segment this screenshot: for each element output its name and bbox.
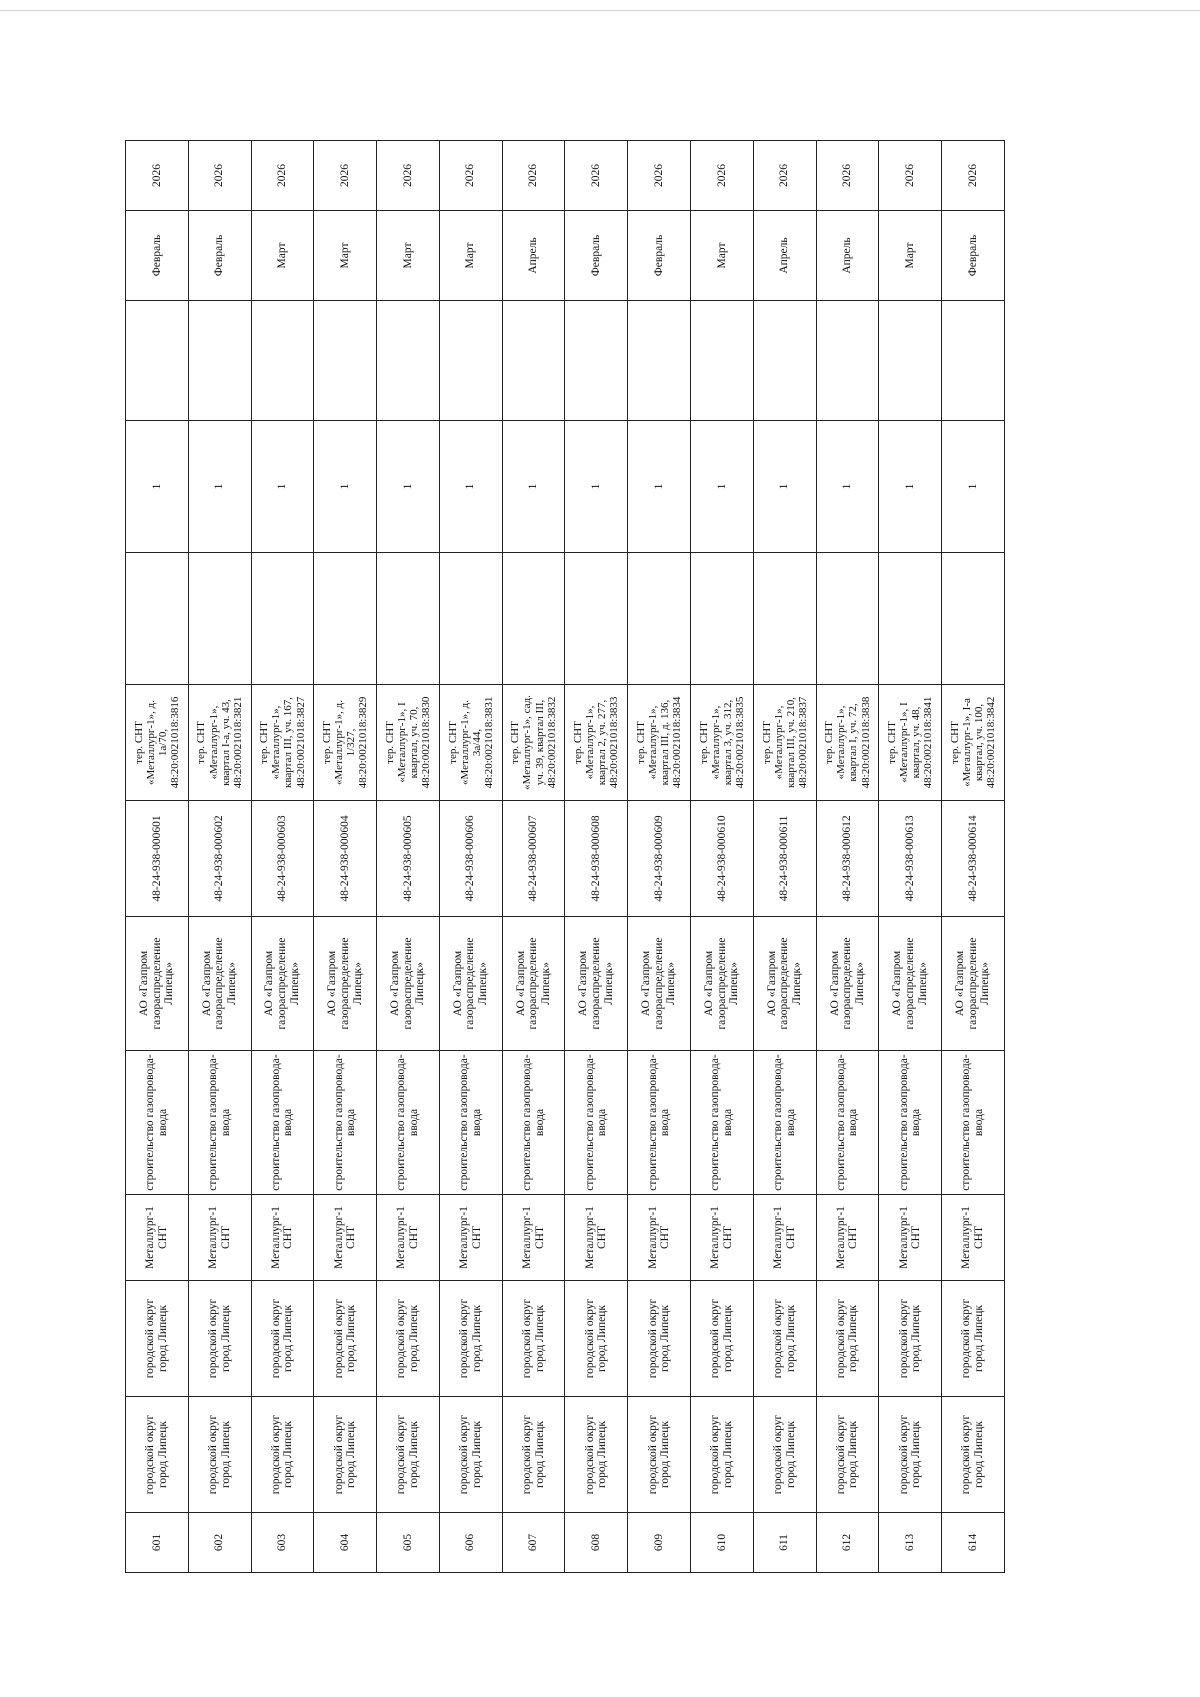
- empty-cell: [565, 301, 628, 421]
- row-number: 601: [126, 1513, 189, 1573]
- work-type-cell: строительство газопровода-ввода: [188, 1051, 251, 1195]
- object-code-cell: 48-24-938-000614: [942, 801, 1005, 917]
- month-cell: Февраль: [188, 211, 251, 301]
- table-row: [188, 141, 251, 1573]
- table-row: [565, 141, 628, 1573]
- quantity-cell: 1: [251, 421, 314, 553]
- address-cell: тер. СНТ «Металлург-1», квартал III, уч. 210, 48:20:0021018:3837: [753, 685, 816, 801]
- year-cell: 2026: [753, 141, 816, 211]
- month-cell: Февраль: [628, 211, 691, 301]
- month-cell: Март: [377, 211, 440, 301]
- locality-cell: Металлург-1 СНТ: [439, 1195, 502, 1281]
- year-cell: 2026: [126, 141, 189, 211]
- object-code-cell: 48-24-938-000608: [565, 801, 628, 917]
- work-type-cell: строительство газопровода-ввода: [251, 1051, 314, 1195]
- empty-cell: [753, 553, 816, 685]
- empty-cell: [691, 553, 754, 685]
- row-number: 611: [753, 1513, 816, 1573]
- object-code-cell: 48-24-938-000607: [502, 801, 565, 917]
- work-type-cell: строительство газопровода-ввода: [439, 1051, 502, 1195]
- locality-cell: Металлург-1 СНТ: [188, 1195, 251, 1281]
- settlement-cell: городской округ город Липецк: [502, 1281, 565, 1397]
- settlement-cell: городской округ город Липецк: [753, 1281, 816, 1397]
- table-row: [251, 141, 314, 1573]
- empty-cell: [188, 553, 251, 685]
- district-cell: городской округ город Липецк: [377, 1397, 440, 1513]
- organization-cell: АО «Газпром газораспределение Липецк»: [314, 917, 377, 1051]
- row-number: 605: [377, 1513, 440, 1573]
- quantity-cell: 1: [565, 421, 628, 553]
- rotated-table-container: [125, 141, 1005, 1573]
- settlement-cell: городской округ город Липецк: [439, 1281, 502, 1397]
- empty-cell: [377, 301, 440, 421]
- settlement-cell: городской округ город Липецк: [628, 1281, 691, 1397]
- empty-cell: [439, 553, 502, 685]
- object-code-cell: 48-24-938-000604: [314, 801, 377, 917]
- year-cell: 2026: [816, 141, 879, 211]
- settlement-cell: городской округ город Липецк: [565, 1281, 628, 1397]
- work-type-cell: строительство газопровода-ввода: [628, 1051, 691, 1195]
- empty-cell: [502, 301, 565, 421]
- empty-cell: [377, 553, 440, 685]
- district-cell: городской округ город Липецк: [691, 1397, 754, 1513]
- district-cell: городской округ город Липецк: [879, 1397, 942, 1513]
- month-cell: Февраль: [942, 211, 1005, 301]
- locality-cell: Металлург-1 СНТ: [565, 1195, 628, 1281]
- object-code-cell: 48-24-938-000606: [439, 801, 502, 917]
- table-row: [314, 141, 377, 1573]
- quantity-cell: 1: [691, 421, 754, 553]
- district-cell: городской округ город Липецк: [628, 1397, 691, 1513]
- month-cell: Март: [314, 211, 377, 301]
- table-row: [879, 141, 942, 1573]
- object-code-cell: 48-24-938-000612: [816, 801, 879, 917]
- month-cell: Апрель: [753, 211, 816, 301]
- empty-cell: [188, 301, 251, 421]
- district-cell: городской округ город Липецк: [816, 1397, 879, 1513]
- object-code-cell: 48-24-938-000613: [879, 801, 942, 917]
- quantity-cell: 1: [628, 421, 691, 553]
- address-cell: тер. СНТ «Металлург-1», д. 1а/70, 48:20:0021018:3816: [126, 685, 189, 801]
- district-cell: городской округ город Липецк: [502, 1397, 565, 1513]
- table-row: [753, 141, 816, 1573]
- empty-cell: [439, 301, 502, 421]
- object-code-cell: 48-24-938-000611: [753, 801, 816, 917]
- work-type-cell: строительство газопровода-ввода: [126, 1051, 189, 1195]
- table-row: [816, 141, 879, 1573]
- table-row: [628, 141, 691, 1573]
- empty-cell: [502, 553, 565, 685]
- empty-cell: [753, 301, 816, 421]
- organization-cell: АО «Газпром газораспределение Липецк»: [691, 917, 754, 1051]
- month-cell: Апрель: [502, 211, 565, 301]
- empty-cell: [628, 301, 691, 421]
- empty-cell: [816, 301, 879, 421]
- district-cell: городской округ город Липецк: [439, 1397, 502, 1513]
- organization-cell: АО «Газпром газораспределение Липецк»: [879, 917, 942, 1051]
- empty-cell: [691, 301, 754, 421]
- empty-cell: [628, 553, 691, 685]
- address-cell: тер. СНТ «Металлург-1», квартал III, д. 136, 48:20:0021018:3834: [628, 685, 691, 801]
- table-row: [502, 141, 565, 1573]
- empty-cell: [879, 301, 942, 421]
- row-number: 609: [628, 1513, 691, 1573]
- table-row: [126, 141, 189, 1573]
- address-cell: тер. СНТ «Металлург-1», квартал I, уч. 72, 48:20:0021018:3838: [816, 685, 879, 801]
- empty-cell: [942, 301, 1005, 421]
- month-cell: Март: [251, 211, 314, 301]
- quantity-cell: 1: [502, 421, 565, 553]
- work-type-cell: строительство газопровода-ввода: [879, 1051, 942, 1195]
- address-cell: тер. СНТ «Металлург-1», квартал I-а, уч. 43, 48:20:0021018:3821: [188, 685, 251, 801]
- settlement-cell: городской округ город Липецк: [816, 1281, 879, 1397]
- quantity-cell: 1: [879, 421, 942, 553]
- settlement-cell: городской округ город Липецк: [251, 1281, 314, 1397]
- row-number: 604: [314, 1513, 377, 1573]
- organization-cell: АО «Газпром газораспределение Липецк»: [439, 917, 502, 1051]
- row-number: 614: [942, 1513, 1005, 1573]
- locality-cell: Металлург-1 СНТ: [691, 1195, 754, 1281]
- address-cell: тер. СНТ «Металлург-1», квартал 2, уч. 277, 48:20:0021018:3833: [565, 685, 628, 801]
- locality-cell: Металлург-1 СНТ: [879, 1195, 942, 1281]
- organization-cell: АО «Газпром газораспределение Липецк»: [377, 917, 440, 1051]
- quantity-cell: 1: [753, 421, 816, 553]
- year-cell: 2026: [251, 141, 314, 211]
- organization-cell: АО «Газпром газораспределение Липецк»: [942, 917, 1005, 1051]
- empty-cell: [879, 553, 942, 685]
- settlement-cell: городской округ город Липецк: [314, 1281, 377, 1397]
- quantity-cell: 1: [377, 421, 440, 553]
- object-code-cell: 48-24-938-000605: [377, 801, 440, 917]
- scan-top-edge: [0, 10, 1200, 11]
- object-code-cell: 48-24-938-000610: [691, 801, 754, 917]
- district-cell: городской округ город Липецк: [251, 1397, 314, 1513]
- quantity-cell: 1: [188, 421, 251, 553]
- settlement-cell: городской округ город Липецк: [377, 1281, 440, 1397]
- year-cell: 2026: [439, 141, 502, 211]
- row-number: 606: [439, 1513, 502, 1573]
- empty-cell: [942, 553, 1005, 685]
- object-code-cell: 48-24-938-000603: [251, 801, 314, 917]
- month-cell: Февраль: [565, 211, 628, 301]
- work-type-cell: строительство газопровода-ввода: [314, 1051, 377, 1195]
- table-row: [691, 141, 754, 1573]
- year-cell: 2026: [188, 141, 251, 211]
- empty-cell: [565, 553, 628, 685]
- work-type-cell: строительство газопровода-ввода: [502, 1051, 565, 1195]
- district-cell: городской округ город Липецк: [942, 1397, 1005, 1513]
- locality-cell: Металлург-1 СНТ: [942, 1195, 1005, 1281]
- year-cell: 2026: [879, 141, 942, 211]
- empty-cell: [251, 553, 314, 685]
- table-body: [126, 141, 1005, 1573]
- work-type-cell: строительство газопровода-ввода: [565, 1051, 628, 1195]
- empty-cell: [126, 301, 189, 421]
- address-cell: тер. СНТ «Металлург-1», I квартал, уч. 70, 48:20:0021018:3830: [377, 685, 440, 801]
- organization-cell: АО «Газпром газораспределение Липецк»: [628, 917, 691, 1051]
- work-type-cell: строительство газопровода-ввода: [753, 1051, 816, 1195]
- row-number: 610: [691, 1513, 754, 1573]
- address-cell: тер. СНТ «Металлург-1», квартал 3, уч. 312, 48:20:0021018:3835: [691, 685, 754, 801]
- quantity-cell: 1: [126, 421, 189, 553]
- locality-cell: Металлург-1 СНТ: [628, 1195, 691, 1281]
- locality-cell: Металлург-1 СНТ: [314, 1195, 377, 1281]
- year-cell: 2026: [628, 141, 691, 211]
- quantity-cell: 1: [439, 421, 502, 553]
- object-code-cell: 48-24-938-000601: [126, 801, 189, 917]
- work-type-cell: строительство газопровода-ввода: [691, 1051, 754, 1195]
- district-cell: городской округ город Липецк: [126, 1397, 189, 1513]
- empty-cell: [314, 301, 377, 421]
- month-cell: Март: [691, 211, 754, 301]
- address-cell: тер. СНТ «Металлург-1», д. 1/327, 48:20:0021018:3829: [314, 685, 377, 801]
- locality-cell: Металлург-1 СНТ: [502, 1195, 565, 1281]
- year-cell: 2026: [314, 141, 377, 211]
- district-cell: городской округ город Липецк: [565, 1397, 628, 1513]
- settlement-cell: городской округ город Липецк: [691, 1281, 754, 1397]
- address-cell: тер. СНТ «Металлург-1», I квартал, уч. 48, 48:20:0021018:3841: [879, 685, 942, 801]
- table-row: [942, 141, 1005, 1573]
- month-cell: Март: [879, 211, 942, 301]
- year-cell: 2026: [502, 141, 565, 211]
- locality-cell: Металлург-1 СНТ: [126, 1195, 189, 1281]
- row-number: 612: [816, 1513, 879, 1573]
- quantity-cell: 1: [942, 421, 1005, 553]
- settlement-cell: городской округ город Липецк: [942, 1281, 1005, 1397]
- organization-cell: АО «Газпром газораспределение Липецк»: [188, 917, 251, 1051]
- month-cell: Февраль: [126, 211, 189, 301]
- object-code-cell: 48-24-938-000602: [188, 801, 251, 917]
- organization-cell: АО «Газпром газораспределение Липецк»: [502, 917, 565, 1051]
- address-cell: тер. СНТ «Металлург-1», сад. уч. 39, квартал III, 48:20:0021018:3832: [502, 685, 565, 801]
- year-cell: 2026: [565, 141, 628, 211]
- district-cell: городской округ город Липецк: [314, 1397, 377, 1513]
- row-number: 602: [188, 1513, 251, 1573]
- empty-cell: [314, 553, 377, 685]
- row-number: 607: [502, 1513, 565, 1573]
- district-cell: городской округ город Липецк: [753, 1397, 816, 1513]
- month-cell: Апрель: [816, 211, 879, 301]
- address-cell: тер. СНТ «Металлург-1», квартал III, уч. 167, 48:20:0021018:3827: [251, 685, 314, 801]
- work-type-cell: строительство газопровода-ввода: [377, 1051, 440, 1195]
- settlement-cell: городской округ город Липецк: [126, 1281, 189, 1397]
- work-type-cell: строительство газопровода-ввода: [942, 1051, 1005, 1195]
- empty-cell: [816, 553, 879, 685]
- year-cell: 2026: [377, 141, 440, 211]
- organization-cell: АО «Газпром газораспределение Липецк»: [816, 917, 879, 1051]
- row-number: 603: [251, 1513, 314, 1573]
- year-cell: 2026: [691, 141, 754, 211]
- quantity-cell: 1: [314, 421, 377, 553]
- address-cell: тер. СНТ «Металлург-1», д. 3а/44, 48:20:0021018:3831: [439, 685, 502, 801]
- address-cell: тер. СНТ «Металлург-1», I-а квартал, уч. 100, 48:20:0021018:3842: [942, 685, 1005, 801]
- district-cell: городской округ город Липецк: [188, 1397, 251, 1513]
- table-row: [377, 141, 440, 1573]
- object-code-cell: 48-24-938-000609: [628, 801, 691, 917]
- locality-cell: Металлург-1 СНТ: [816, 1195, 879, 1281]
- row-number: 613: [879, 1513, 942, 1573]
- settlement-cell: городской округ город Липецк: [879, 1281, 942, 1397]
- locality-cell: Металлург-1 СНТ: [753, 1195, 816, 1281]
- work-type-cell: строительство газопровода-ввода: [816, 1051, 879, 1195]
- organization-cell: АО «Газпром газораспределение Липецк»: [126, 917, 189, 1051]
- organization-cell: АО «Газпром газораспределение Липецк»: [565, 917, 628, 1051]
- table-row: [439, 141, 502, 1573]
- gas-connection-table: [125, 140, 1005, 1573]
- empty-cell: [251, 301, 314, 421]
- locality-cell: Металлург-1 СНТ: [377, 1195, 440, 1281]
- organization-cell: АО «Газпром газораспределение Липецк»: [251, 917, 314, 1051]
- empty-cell: [126, 553, 189, 685]
- organization-cell: АО «Газпром газораспределение Липецк»: [753, 917, 816, 1051]
- settlement-cell: городской округ город Липецк: [188, 1281, 251, 1397]
- row-number: 608: [565, 1513, 628, 1573]
- year-cell: 2026: [942, 141, 1005, 211]
- locality-cell: Металлург-1 СНТ: [251, 1195, 314, 1281]
- quantity-cell: 1: [816, 421, 879, 553]
- month-cell: Март: [439, 211, 502, 301]
